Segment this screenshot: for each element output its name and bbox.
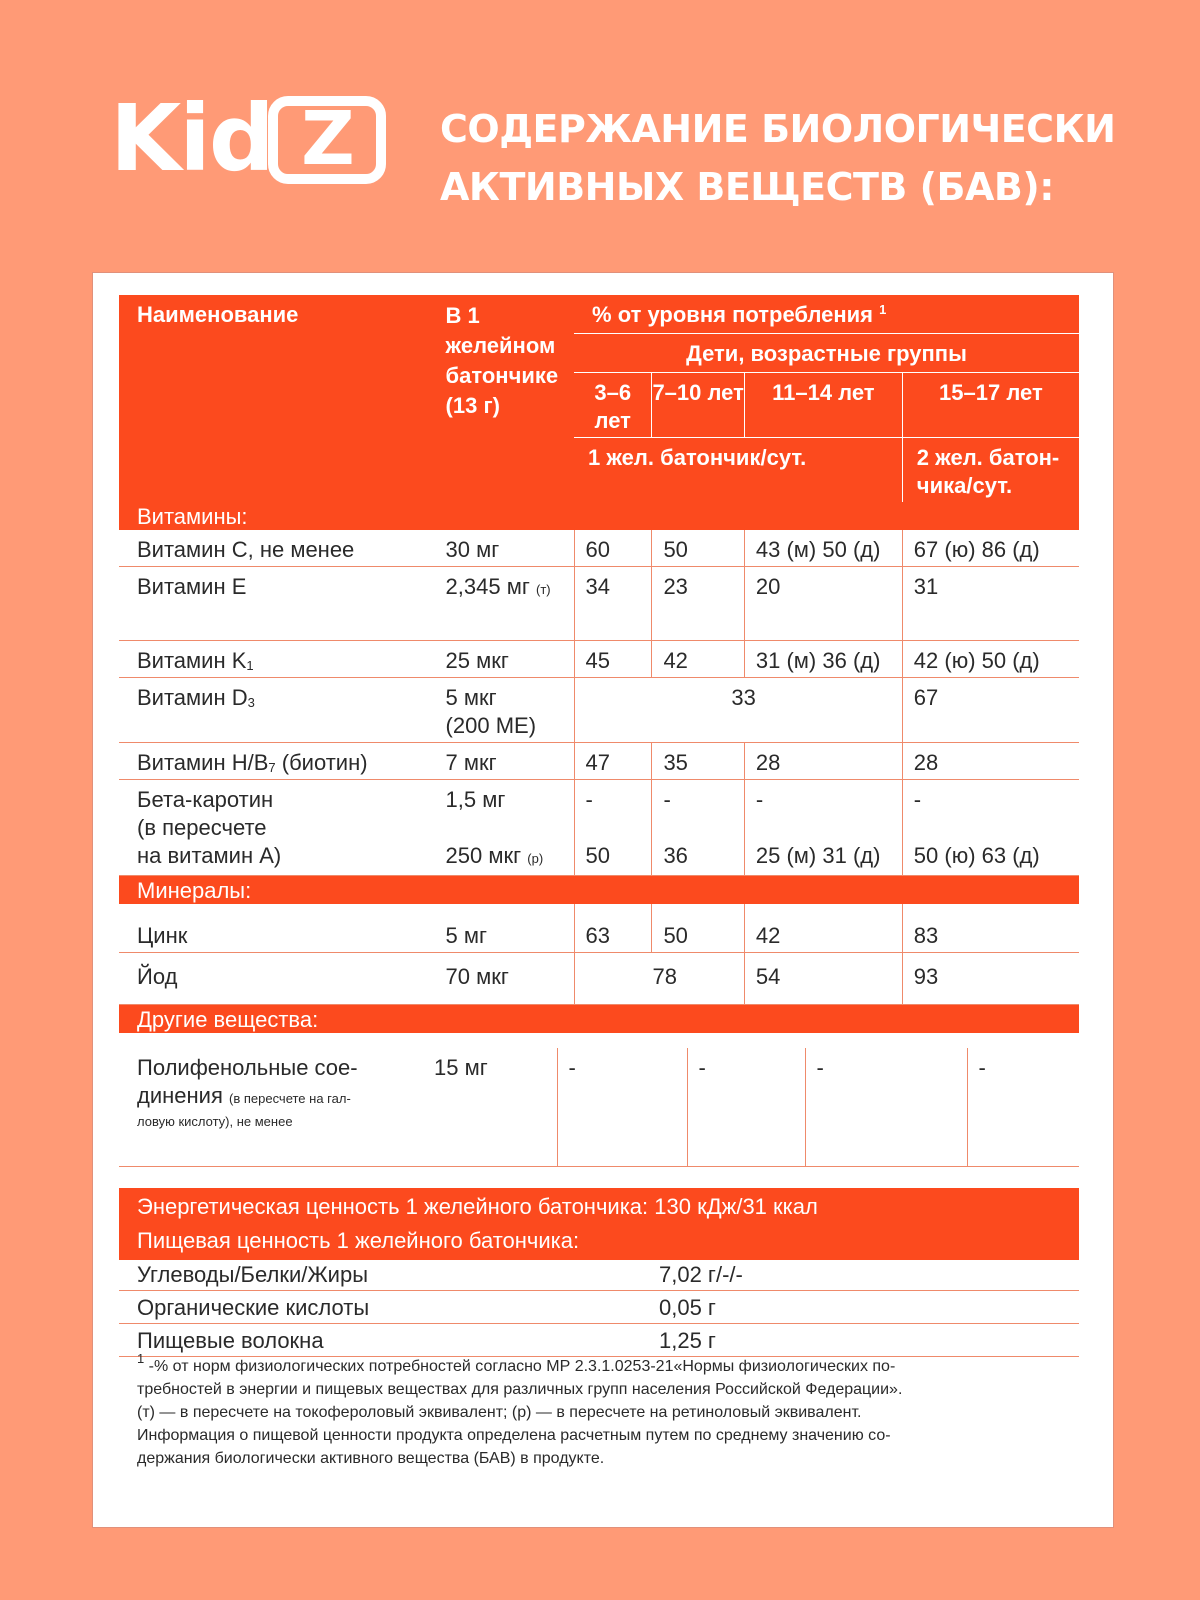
nutrition-row (119, 1324, 1079, 1357)
row-name (119, 780, 428, 876)
footnote-line: требностей в энергии и пищевых веществах для различных групп населения Российской Федерации». (137, 1381, 903, 1398)
footnote-line: (т) — в пересчете на токофероловый эквивалент; (р) — в пересчете на ретиноловый эквивалент. (137, 1404, 862, 1421)
row-amount: 7 мкг (428, 743, 574, 780)
header-age-4: 15–17 лет (902, 373, 1079, 438)
row-amount-text: (200 МЕ) (445, 713, 537, 738)
table-row (119, 530, 1079, 567)
row-value: 93 (902, 953, 1079, 1005)
header-amount: В 1 желейном батончике (13 г) (428, 295, 574, 502)
row-value: 47 (574, 743, 652, 780)
table-row (119, 567, 1079, 641)
header-percent-sup: 1 (879, 302, 887, 317)
row-amount: 70 мкг (428, 953, 574, 1005)
title-line-2: АКТИВНЫХ ВЕЩЕСТВ (БАВ): (440, 165, 1054, 209)
row-value: 50 (652, 904, 744, 953)
row-name: Витамин С, не менее (119, 530, 428, 567)
row-name-text: (в пересчете (137, 815, 267, 840)
row-name-sub: 7 (268, 760, 276, 775)
header-children: Дети, возрастные группы (574, 334, 1079, 373)
row-value-dash: - (755, 787, 764, 812)
page-title (440, 100, 1160, 216)
row-name-text: динения (137, 1083, 223, 1108)
nutrition-value: 7,02 г/-/- (659, 1258, 1079, 1291)
row-value: - (687, 1048, 805, 1167)
table-row (119, 780, 1079, 876)
row-name-note: ловую кислоту), не менее (137, 1114, 293, 1129)
row-amount: 5 мг (428, 904, 574, 953)
table-row (119, 904, 1079, 953)
row-name-text: Витамин K (137, 648, 247, 673)
section-other-label: Другие вещества: (119, 1005, 1079, 1034)
row-name (119, 641, 428, 678)
row-name-sub: 1 (246, 658, 254, 673)
row-value: 42 (652, 641, 744, 678)
row-name-text: Витамин D (137, 685, 248, 710)
row-amount-text: 250 мкг (445, 843, 522, 868)
row-value-text: 50 (585, 843, 611, 868)
nutrition-title: Пищевая ценность 1 желейного батончика: (137, 1228, 580, 1253)
section-other (119, 1005, 1079, 1034)
table-row (119, 953, 1079, 1005)
section-minerals-label: Минералы: (119, 876, 1079, 905)
nutrition-value: 1,25 г (659, 1324, 1079, 1357)
row-value-text: 25 (м) 31 (д) (755, 843, 881, 868)
energy-value: Энергетическая ценность 1 желейного батончика: 130 кДж/31 ккал (137, 1194, 818, 1219)
footnote-sup: 1 (137, 1351, 145, 1366)
logo-wordmark: Kid (110, 85, 273, 192)
row-amount: 30 мг (428, 530, 574, 567)
row-amount (428, 780, 574, 876)
row-value: 31 (902, 567, 1079, 641)
nutrition-label: Пищевые волокна (119, 1324, 659, 1357)
footnote-line: держания биологически активного вещества (БАВ) в продукте. (137, 1450, 605, 1467)
row-value: 33 (574, 678, 902, 743)
row-name: Йод (119, 953, 428, 1005)
row-amount-text: 5 мкг (445, 685, 497, 710)
other-substances-table (119, 1048, 1079, 1167)
row-value: 23 (652, 567, 744, 641)
brand-logo (110, 85, 390, 192)
row-value-text: 36 (663, 843, 688, 868)
row-value (902, 780, 1079, 876)
row-value: 28 (902, 743, 1079, 780)
row-value: 45 (574, 641, 652, 678)
row-name: Цинк (119, 904, 428, 953)
row-value: 50 (652, 530, 744, 567)
row-value: 42 (744, 904, 902, 953)
nutrition-row (119, 1291, 1079, 1324)
row-name-text: Витамин H/B (137, 750, 269, 775)
row-value-dash: - (663, 787, 671, 812)
composition-table (119, 295, 1079, 1033)
footnote (137, 1351, 1067, 1470)
section-vitamins-label: Витамины: (119, 502, 1079, 530)
header-percent-text: % от уровня потребления (592, 302, 874, 327)
section-vitamins (119, 502, 1079, 530)
row-value: 34 (574, 567, 652, 641)
row-amount-note: (р) (527, 851, 544, 866)
row-value: 42 (ю) 50 (д) (902, 641, 1079, 678)
header-percent (574, 295, 1079, 334)
nutrition-table (119, 1258, 1079, 1357)
row-name (119, 678, 428, 743)
row-value: 43 (м) 50 (д) (744, 530, 902, 567)
row-amount-text: 2,345 мг (445, 574, 530, 599)
row-value: 60 (574, 530, 652, 567)
row-value: - (557, 1048, 687, 1167)
nutrition-value: 0,05 г (659, 1291, 1079, 1324)
row-amount (428, 567, 574, 641)
header-row (119, 295, 1079, 334)
footnote-line: -% от норм физиологических потребностей согласно МР 2.3.1.0253-21«Нормы физиологических по- (144, 1358, 896, 1375)
energy-banner (119, 1188, 1079, 1260)
row-name: Витамин Е (119, 567, 428, 641)
row-value: 35 (652, 743, 744, 780)
row-value (744, 780, 902, 876)
header-name: Наименование (119, 295, 428, 502)
table-row (119, 678, 1079, 743)
table-row (119, 743, 1079, 780)
row-value: 28 (744, 743, 902, 780)
row-name-text: (биотин) (275, 750, 368, 775)
row-name-text: Бета-каротин (137, 787, 274, 812)
logo-letter: Z (301, 96, 355, 182)
table-row (119, 641, 1079, 678)
row-value: - (805, 1048, 967, 1167)
row-amount: 15 мг (416, 1048, 557, 1167)
row-value (574, 780, 652, 876)
row-value: 67 (ю) 86 (д) (902, 530, 1079, 567)
header-age-2: 7–10 лет (652, 373, 744, 438)
row-value (652, 780, 744, 876)
row-value-dash: - (585, 787, 593, 812)
table-row (119, 1048, 1079, 1167)
row-name-note: (в пересчете на гал- (229, 1091, 351, 1106)
row-value-text: 50 (ю) 63 (д) (913, 843, 1040, 868)
nutrition-row (119, 1258, 1079, 1291)
nutrition-label: Органические кислоты (119, 1291, 659, 1324)
title-line-1: СОДЕРЖАНИЕ БИОЛОГИЧЕСКИ (440, 107, 1116, 151)
row-value: 63 (574, 904, 652, 953)
composition-card (92, 272, 1114, 1528)
row-name-sub: 3 (247, 695, 255, 710)
row-name-text: на витамин А) (137, 843, 282, 868)
row-value: 54 (744, 953, 902, 1005)
row-value: 20 (744, 567, 902, 641)
row-value: 31 (м) 36 (д) (744, 641, 902, 678)
row-value: 67 (902, 678, 1079, 743)
header-dose-1: 1 жел. батончик/сут. (574, 438, 902, 503)
row-amount (428, 678, 574, 743)
row-amount: 25 мкг (428, 641, 574, 678)
row-name (119, 743, 428, 780)
row-value: - (967, 1048, 1079, 1167)
nutrition-label: Углеводы/Белки/Жиры (119, 1258, 659, 1291)
footnote-line: Информация о пищевой ценности продукта определена расчетным путем по среднему значению со- (137, 1427, 891, 1444)
row-name-text: Полифенольные сое- (137, 1055, 358, 1080)
row-amount-note: (т) (536, 582, 551, 597)
row-value: 83 (902, 904, 1079, 953)
header-age-1: 3–6 лет (574, 373, 652, 438)
row-name (119, 1048, 416, 1167)
section-minerals (119, 876, 1079, 905)
row-value-dash: - (913, 787, 922, 812)
row-value: 78 (574, 953, 744, 1005)
header-age-3: 11–14 лет (744, 373, 902, 438)
header-dose-2: 2 жел. батон-чика/сут. (902, 438, 1079, 503)
row-amount-text: 1,5 мг (445, 787, 506, 812)
